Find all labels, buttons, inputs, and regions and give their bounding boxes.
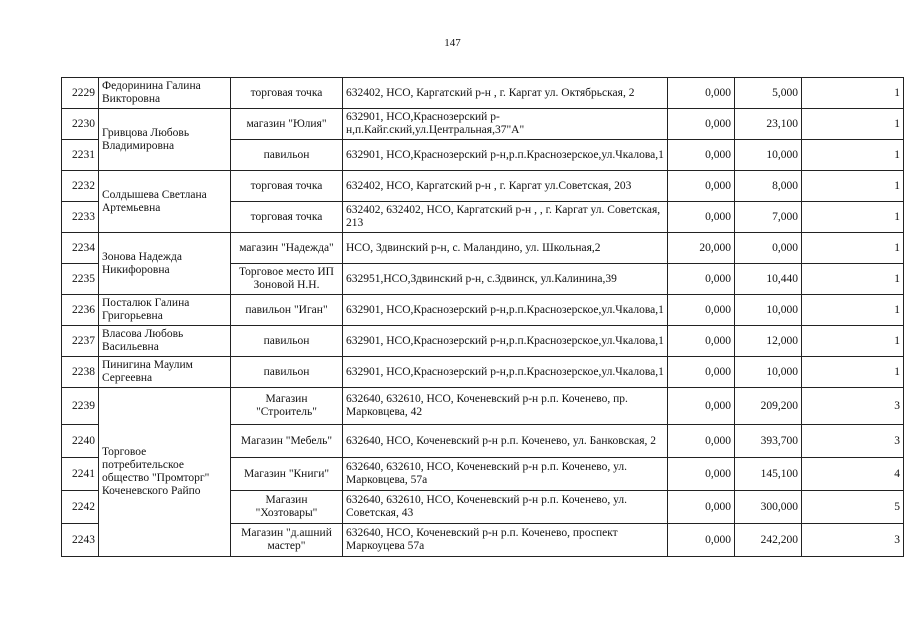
value-1: 0,000 (668, 202, 735, 233)
outlet-address: 632640, НСО, Коченевский р-н р.п. Коченево, проспект Маркоуцева 57а (343, 524, 668, 557)
value-1: 0,000 (668, 295, 735, 326)
value-2: 300,000 (735, 491, 802, 524)
value-1: 0,000 (668, 524, 735, 557)
value-3: 1 (802, 109, 904, 140)
value-3: 1 (802, 357, 904, 388)
outlet-address: 632640, 632610, НСО, Коченевский р-н р.п. Коченево, ул. Марковцева, 57а (343, 458, 668, 491)
row-number: 2235 (62, 264, 99, 295)
value-3: 1 (802, 171, 904, 202)
value-2: 5,000 (735, 78, 802, 109)
owner-name: Посталюк Галина Григорьевна (99, 295, 231, 326)
value-1: 0,000 (668, 109, 735, 140)
outlet-type: торговая точка (231, 202, 343, 233)
value-1: 20,000 (668, 233, 735, 264)
value-3: 1 (802, 202, 904, 233)
outlet-address: 632402, 632402, НСО, Каргатский р-н , , г. Каргат ул. Советская, 213 (343, 202, 668, 233)
row-number: 2231 (62, 140, 99, 171)
value-2: 242,200 (735, 524, 802, 557)
row-number: 2232 (62, 171, 99, 202)
value-2: 209,200 (735, 388, 802, 425)
row-number: 2243 (62, 524, 99, 557)
outlet-type: торговая точка (231, 78, 343, 109)
outlet-address: 632951,НСО,Здвинский р-н, с.Здвинск, ул.Калинина,39 (343, 264, 668, 295)
outlet-type: торговая точка (231, 171, 343, 202)
row-number: 2236 (62, 295, 99, 326)
value-2: 12,000 (735, 326, 802, 357)
outlet-type: магазин "Юлия" (231, 109, 343, 140)
row-number: 2241 (62, 458, 99, 491)
outlet-type: Магазин "Хозтовары" (231, 491, 343, 524)
table-row (62, 357, 904, 388)
row-number: 2229 (62, 78, 99, 109)
value-2: 0,000 (735, 233, 802, 264)
table-row (62, 295, 904, 326)
value-2: 393,700 (735, 425, 802, 458)
table-row (62, 326, 904, 357)
outlet-address: 632901, НСО,Краснозерский р-н,п.Кайг.ский,ул.Центральная,37"А" (343, 109, 668, 140)
value-3: 1 (802, 295, 904, 326)
outlet-address: 632402, НСО, Каргатский р-н , г. Каргат ул. Октябрьская, 2 (343, 78, 668, 109)
registry-table (61, 77, 904, 557)
owner-name: Гривцова Любовь Владимировна (99, 109, 231, 171)
value-1: 0,000 (668, 140, 735, 171)
outlet-address: НСО, Здвинский р-н, с. Маландино, ул. Школьная,2 (343, 233, 668, 264)
value-3: 4 (802, 458, 904, 491)
value-3: 1 (802, 140, 904, 171)
table-row (62, 171, 904, 202)
row-number: 2230 (62, 109, 99, 140)
value-1: 0,000 (668, 171, 735, 202)
outlet-address: 632640, НСО, Коченевский р-н р.п. Коченево, ул. Банковская, 2 (343, 425, 668, 458)
value-1: 0,000 (668, 425, 735, 458)
owner-name: Зонова Надежда Никифоровна (99, 233, 231, 295)
owner-name: Пинигина Маулим Сергеевна (99, 357, 231, 388)
row-number: 2233 (62, 202, 99, 233)
value-2: 10,440 (735, 264, 802, 295)
outlet-address: 632901, НСО,Краснозерский р-н,р.п.Краснозерское,ул.Чкалова,1 (343, 326, 668, 357)
value-2: 7,000 (735, 202, 802, 233)
outlet-type: Магазин "д.ашний мастер" (231, 524, 343, 557)
owner-name: Власова Любовь Васильевна (99, 326, 231, 357)
outlet-address: 632901, НСО,Краснозерский р-н,р.п.Краснозерское,ул.Чкалова,1 (343, 140, 668, 171)
value-1: 0,000 (668, 264, 735, 295)
value-1: 0,000 (668, 326, 735, 357)
value-3: 1 (802, 233, 904, 264)
owner-name: Федоринина Галина Викторовна (99, 78, 231, 109)
outlet-type: павильон (231, 140, 343, 171)
value-1: 0,000 (668, 78, 735, 109)
row-number: 2238 (62, 357, 99, 388)
value-1: 0,000 (668, 491, 735, 524)
outlet-type: Магазин "Мебель" (231, 425, 343, 458)
owner-name: Торговое потребительское общество "Промторг" Коченевского Райпо (99, 388, 231, 557)
outlet-type: Магазин "Строитель" (231, 388, 343, 425)
row-number: 2234 (62, 233, 99, 264)
outlet-address: 632901, НСО,Краснозерский р-н,р.п.Краснозерское,ул.Чкалова,1 (343, 357, 668, 388)
table-row (62, 78, 904, 109)
outlet-type: магазин "Надежда" (231, 233, 343, 264)
value-3: 5 (802, 491, 904, 524)
value-3: 1 (802, 78, 904, 109)
outlet-address: 632402, НСО, Каргатский р-н , г. Каргат ул.Советская, 203 (343, 171, 668, 202)
row-number: 2242 (62, 491, 99, 524)
value-3: 3 (802, 524, 904, 557)
value-3: 1 (802, 326, 904, 357)
table-row (62, 388, 904, 425)
row-number: 2237 (62, 326, 99, 357)
row-number: 2240 (62, 425, 99, 458)
page-number: 147 (444, 37, 461, 49)
value-1: 0,000 (668, 458, 735, 491)
table-row (62, 233, 904, 264)
outlet-address: 632640, 632610, НСО, Коченевский р-н р.п. Коченево, пр. Марковцева, 42 (343, 388, 668, 425)
value-2: 10,000 (735, 295, 802, 326)
outlet-address: 632640, 632610, НСО, Коченевский р-н р.п. Коченево, ул. Советская, 43 (343, 491, 668, 524)
outlet-type: Торговое место ИП Зоновой Н.Н. (231, 264, 343, 295)
outlet-type: павильон (231, 326, 343, 357)
row-number: 2239 (62, 388, 99, 425)
table-row (62, 109, 904, 140)
value-2: 23,100 (735, 109, 802, 140)
value-2: 10,000 (735, 357, 802, 388)
outlet-type: павильон "Иган" (231, 295, 343, 326)
outlet-type: Магазин "Книги" (231, 458, 343, 491)
outlet-type: павильон (231, 357, 343, 388)
value-2: 145,100 (735, 458, 802, 491)
outlet-address: 632901, НСО,Краснозерский р-н,р.п.Краснозерское,ул.Чкалова,1 (343, 295, 668, 326)
value-2: 8,000 (735, 171, 802, 202)
value-1: 0,000 (668, 388, 735, 425)
value-3: 3 (802, 388, 904, 425)
value-2: 10,000 (735, 140, 802, 171)
value-1: 0,000 (668, 357, 735, 388)
value-3: 3 (802, 425, 904, 458)
value-3: 1 (802, 264, 904, 295)
owner-name: Солдышева Светлана Артемьевна (99, 171, 231, 233)
